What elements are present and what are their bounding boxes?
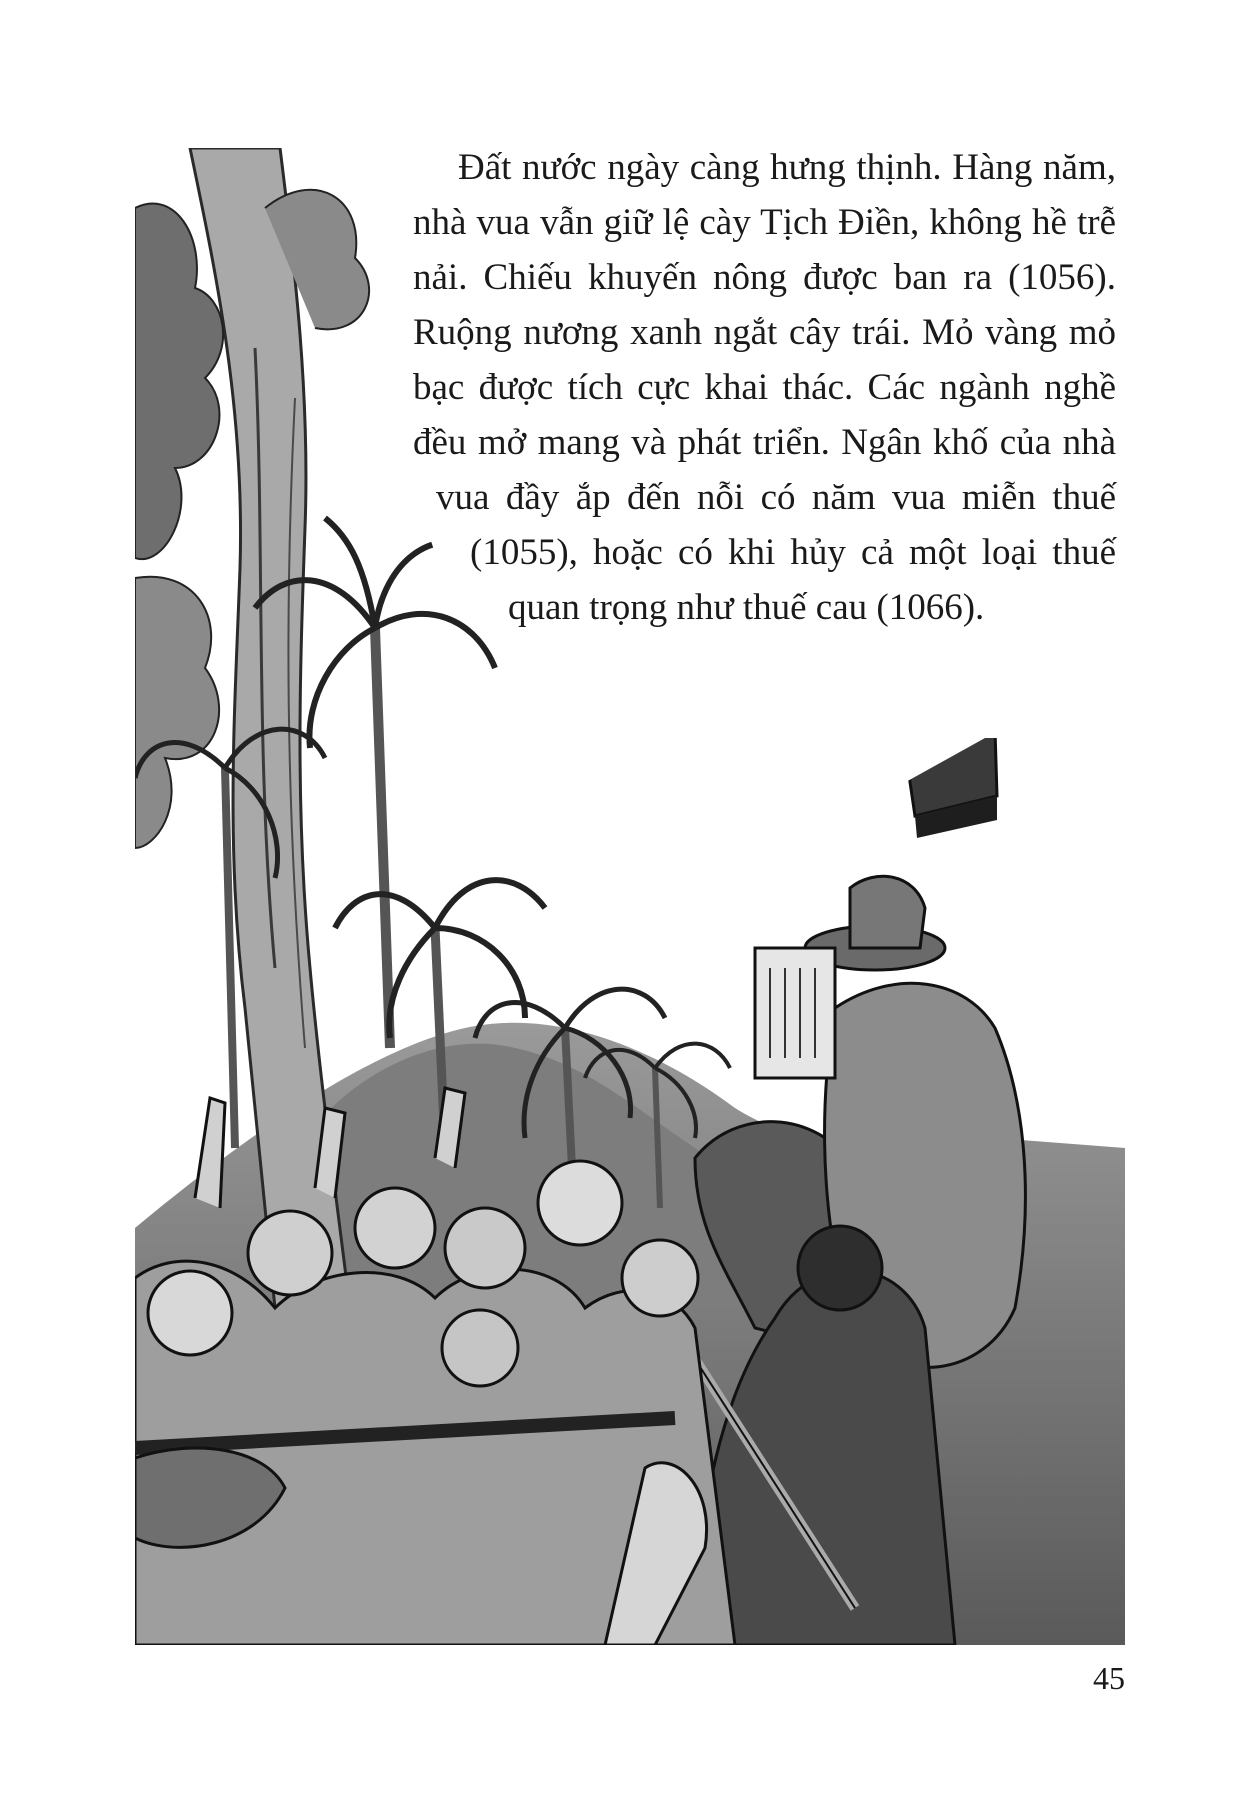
paragraph-line: nhà vua vẫn giữ lệ cày Tịch Điền, không hề trễ [413,202,1116,243]
paragraph-line: quan trọng như thuế cau (1066). [508,587,985,628]
paragraph-line: vua đầy ắp đến nỗi có năm vua miễn thuế [436,477,1116,518]
paragraph-line: đều mở mang và phát triển. Ngân khố của nhà [413,422,1116,463]
paragraph-line: (1055), hoặc có khi hủy cả một loại thuế [470,532,1116,573]
paragraph-line: nải. Chiếu khuyến nông được ban ra (1056). [413,257,1116,298]
raised-arm [195,1098,225,1208]
main-paragraph [0,143,1260,643]
decree-scroll [755,948,835,1078]
page-number: 45 [1093,1660,1125,1696]
paragraph-line: Đất nước ngày càng hưng thịnh. Hàng năm, [458,147,1116,188]
paragraph-line: Ruộng nương xanh ngắt cây trái. Mỏ vàng mỏ [413,312,1116,353]
paragraph-line: bạc được tích cực khai thác. Các ngành nghề [413,367,1116,408]
